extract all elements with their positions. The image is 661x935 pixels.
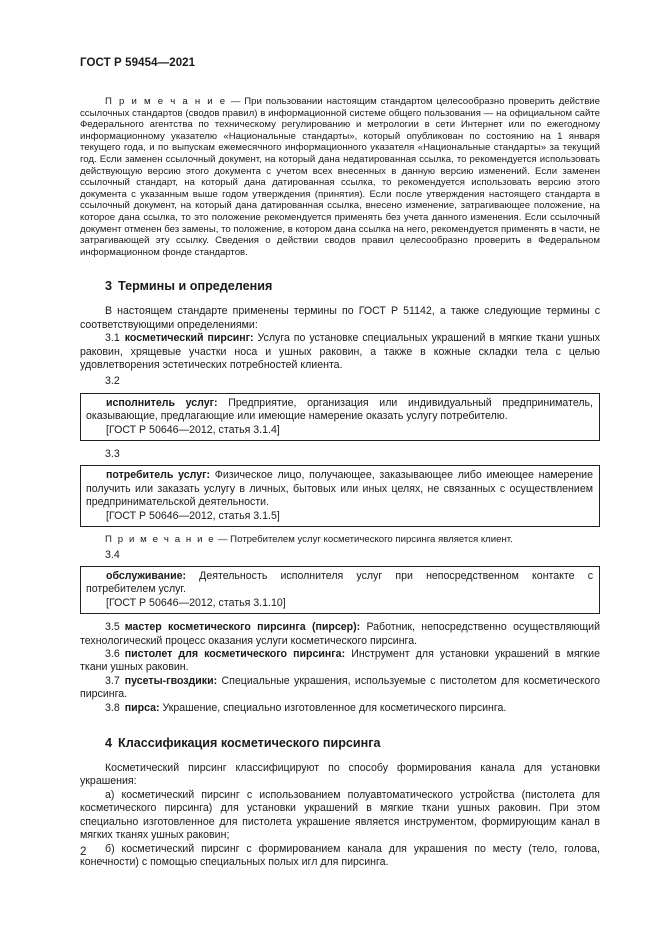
term-name: исполнитель услуг:	[106, 396, 218, 409]
term-name: обслуживание:	[106, 570, 186, 582]
section-4-paragraph: Косметический пирсинг классифицируют по способу формирования канала для установки украшения:	[80, 762, 600, 788]
term-3-6	[80, 648, 600, 675]
term-definition: Услуга по установке специальных украшений в мягкие ткани ушных раковин, хрящевые участки носа и ушных раковин, а также в кожные складки тела с целью удовлетворения эстетических потребностей клиента.	[80, 332, 600, 371]
term-index-3-2: 3.2	[105, 375, 120, 388]
note-label: П р и м е ч а н и е	[105, 96, 227, 107]
term-definition: Работник, непосредственно осуществляющий технологический процесс оказания услуги косметического пирсинга.	[80, 621, 601, 647]
term-3-8	[80, 702, 600, 715]
term-name: мастер косметического пирсинга (пирсер):	[124, 621, 361, 634]
term-3-7	[80, 675, 600, 702]
term-box-3-3	[80, 465, 600, 527]
term-index-3-4: 3.4	[105, 548, 120, 561]
section-3-heading	[105, 279, 600, 293]
section-4-item-a: а) косметический пирсинг с использованием полуавтоматического устройства (пистолета для косметического пирсинга) для установки украшений в мягкие ткани ушных раковин. При этом специально изготовленное для пистолета украшение является инструментом, формирующим канал в мягких тканях ушных раковин;	[80, 788, 600, 842]
page-content	[80, 96, 600, 869]
reference-note	[80, 96, 600, 258]
term-definition: Инструмент для установки украшений в мягкие ткани ушных раковин.	[80, 648, 600, 674]
term-name: потребитель услуг:	[106, 469, 211, 482]
term-3-4	[86, 570, 593, 597]
term-3-5	[80, 621, 600, 648]
term-index: 3.6	[105, 648, 120, 661]
term-definition: Физическое лицо, получающее, заказывающее либо имеющее намерение получить или заказать услугу в личных, бытовых или иных целях, не связанных с осуществлением предпринимательской деятельности.	[86, 469, 593, 509]
term-source: [ГОСТ Р 50646—2012, статья 3.1.4]	[106, 423, 280, 436]
section-title: Термины и определения	[118, 279, 273, 294]
term-definition: Деятельность исполнителя услуг при непосредственном контакте с потребителем услуг.	[86, 570, 593, 596]
term-definition: Предприятие, организация или индивидуальный предприниматель, оказывающие, предлагающие или имеющие намерение оказать услугу потребителю.	[86, 396, 594, 423]
term-index: 3.7	[105, 674, 120, 687]
term-source: [ГОСТ Р 50646—2012, статья 3.1.10]	[106, 596, 286, 609]
term-name: косметический пирсинг:	[124, 332, 254, 345]
term-definition: Специальные украшения, используемые с пистолетом для косметического пирсинга.	[80, 674, 600, 701]
term-index: 3.5	[105, 621, 120, 634]
term-box-3-2	[80, 393, 600, 441]
section-3-intro: В настоящем стандарте применены термины по ГОСТ Р 51142, а также следующие термины с соответствующими определениями:	[80, 305, 600, 331]
term-name: пусеты-гвоздики:	[124, 674, 218, 687]
section-number: 4	[105, 736, 113, 751]
term-definition: Украшение, специально изготовленное для косметического пирсинга.	[159, 701, 507, 714]
term-index: 3.8	[105, 701, 120, 714]
note-text: — Потребителем услуг косметического пирсинга является клиент.	[217, 534, 513, 545]
term-3-2	[86, 397, 593, 424]
page-number: 2	[80, 846, 87, 858]
document-header: ГОСТ Р 59454—2021	[80, 57, 196, 69]
term-index: 3.1	[105, 332, 120, 345]
section-number: 3	[105, 279, 113, 294]
term-box-3-4	[80, 566, 600, 614]
section-4-heading	[105, 736, 600, 750]
term-index-3-3: 3.3	[105, 447, 120, 460]
section-title: Классификация косметического пирсинга	[118, 736, 381, 751]
term-name: пистолет для косметического пирсинга:	[124, 648, 346, 661]
term-3-3	[86, 469, 593, 509]
term-source: [ГОСТ Р 50646—2012, статья 3.1.5]	[106, 509, 280, 522]
note-label: П р и м е ч а н и е	[105, 534, 216, 545]
consumer-note	[105, 534, 600, 546]
note-text: — При пользовании настоящим стандартом целесообразно проверить действие ссылочных стандартов (сводов правил) в информационной системе общего пользования — на официальном сайте Федерального агентства по техническому регулированию и метрологии в сети Интернет или по ежегодному информационному указателю «Национальные стандарты», который опубликован по состоянию на 1 января текущего года, и по выпускам ежемесячного информационного указателя «Национальные стандарты» за текущий год. Если заменен ссылочный документ, на который дана недатированная ссылка, то рекомендуется использовать действующую версию этого документа с учетом всех внесенных в данную версию изменений. Если заменен ссылочный стандарт, на который дана датированная ссылка, то рекомендуется использовать версию этого документа с указанным выше годом утверждения (принятия). Если после утверждения настоящего стандарта в ссылочный документ, на который дана датированная ссылка, внесено изменение, затрагивающее положение, на которое дана ссылка, то это положение рекомендуется применять без учета данного изменения. Если ссылочный документ отменен без замены, то положение, в котором дана ссылка на него, рекомендуется применять в части, не затрагивающей эту ссылку. Сведения о действии сводов правил целесообразно проверить в Федеральном информационном фонде стандартов.	[80, 96, 600, 258]
term-name: пирса:	[124, 701, 160, 714]
section-4-item-b: б) косметический пирсинг с формированием канала для украшения по месту (тело, голова, конечности) с помощью специальных полых игл для пирсинга.	[80, 842, 600, 868]
term-3-1	[80, 332, 600, 372]
